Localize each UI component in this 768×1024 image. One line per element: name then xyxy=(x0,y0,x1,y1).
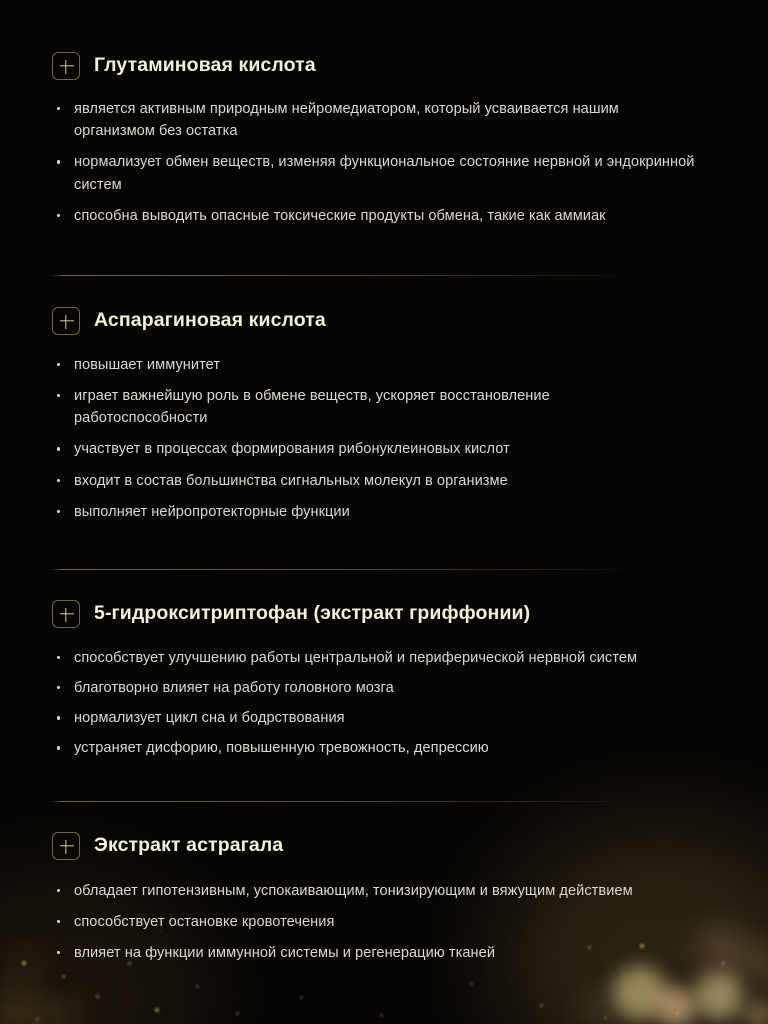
list-item: обладает гипотензивным, успокаивающим, тонизирующим и вяжущим действием xyxy=(52,880,712,902)
list-item: играет важнейшую роль в обмене веществ, ускоряет восстановление работоспособности xyxy=(52,385,652,429)
list-item: благотворно влияет на работу головного мозга xyxy=(52,677,712,699)
section-header[interactable] xyxy=(52,307,740,335)
section-title: 5-гидрокситриптофан (экстракт гриффонии) xyxy=(94,602,531,625)
spacer xyxy=(52,236,740,275)
section-header[interactable] xyxy=(52,52,740,80)
plus-icon[interactable] xyxy=(52,52,80,80)
list-item: выполняет нейропротекторные функции xyxy=(52,501,652,523)
section-title: Глутаминовая кислота xyxy=(94,54,316,77)
plus-icon[interactable] xyxy=(52,307,80,335)
section-divider xyxy=(52,275,640,276)
list-item: входит в состав большинства сигнальных молекул в организме xyxy=(52,470,652,492)
list-item: способствует улучшению работы центральной и периферической нервной систем xyxy=(52,647,712,669)
spacer xyxy=(52,532,740,569)
plus-icon[interactable] xyxy=(52,600,80,628)
ingredient-section-ekstrakt-astragala xyxy=(52,832,740,965)
benefit-list xyxy=(52,647,740,760)
benefit-list xyxy=(52,880,740,965)
spacer xyxy=(52,768,740,801)
list-item: устраняет дисфорию, повышенную тревожность, депрессию xyxy=(52,737,712,759)
ingredient-section-5-gidroksitriptofan xyxy=(52,600,740,760)
section-header[interactable] xyxy=(52,832,740,860)
benefit-list xyxy=(52,354,740,523)
ingredient-section-asparaginovaya-kislota xyxy=(52,307,740,523)
list-item: участвует в процессах формирования рибонуклеиновых кислот xyxy=(52,438,652,460)
list-item: является активным природным нейромедиатором, который усваивается нашим организмом без остатка xyxy=(52,98,696,142)
list-item: влияет на функции иммунной системы и регенерацию тканей xyxy=(52,942,712,964)
ingredient-section-glutaminovaya-kislota xyxy=(52,52,740,227)
section-divider xyxy=(52,569,640,570)
section-title: Экстракт астрагала xyxy=(94,833,284,856)
list-item: способствует остановке кровотечения xyxy=(52,911,712,933)
list-item: повышает иммунитет xyxy=(52,354,652,376)
list-item: нормализует обмен веществ, изменяя функциональное состояние нервной и эндокринной систем xyxy=(52,151,696,195)
list-item: способна выводить опасные токсические продукты обмена, такие как аммиак xyxy=(52,205,696,227)
section-title: Аспарагиновая кислота xyxy=(94,309,326,332)
list-item: нормализует цикл сна и бодрствования xyxy=(52,707,712,729)
benefit-list xyxy=(52,98,740,227)
plus-icon[interactable] xyxy=(52,832,80,860)
section-divider xyxy=(52,801,640,802)
section-header[interactable] xyxy=(52,600,740,628)
